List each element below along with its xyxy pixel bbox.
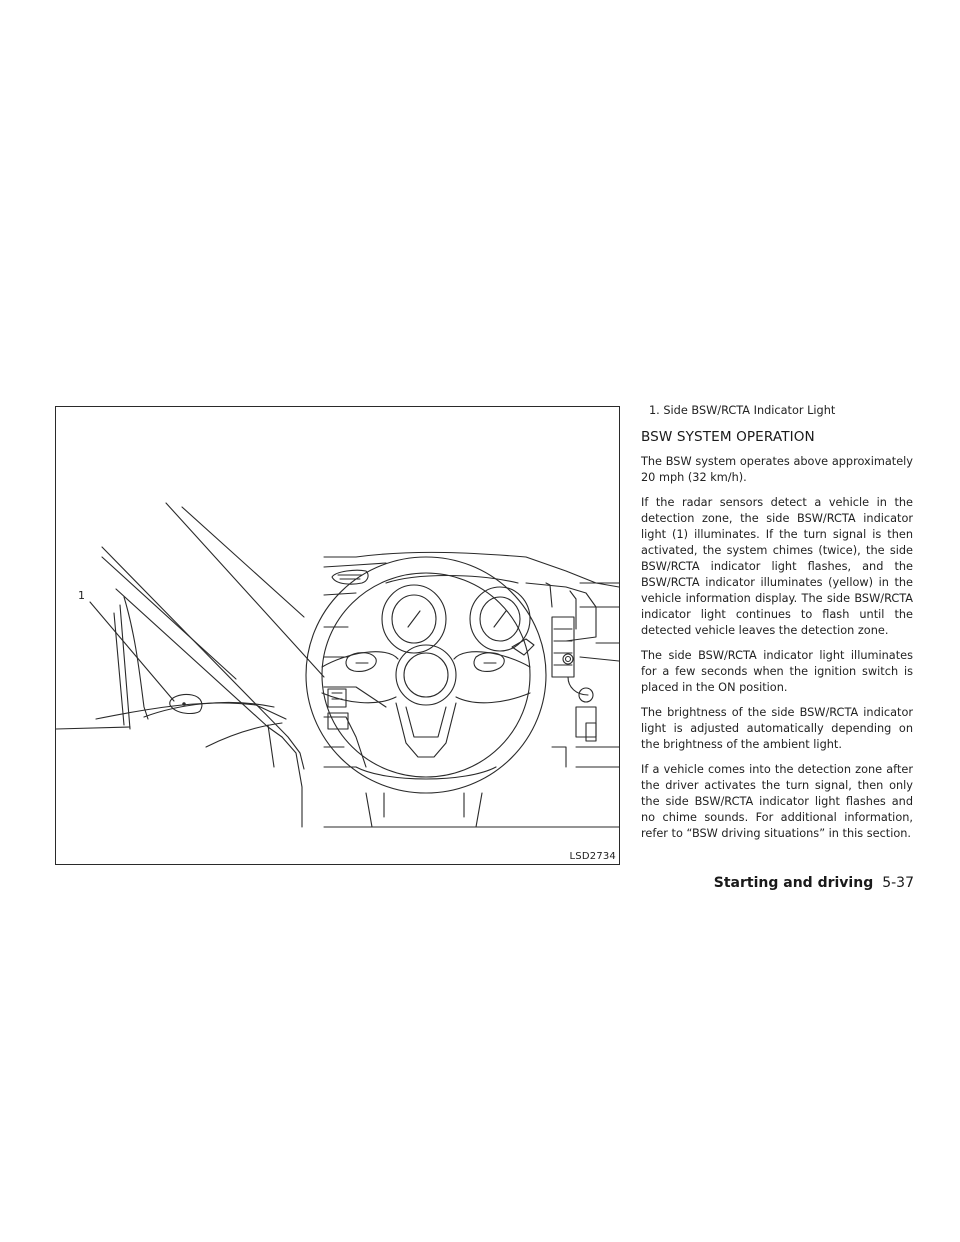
text-column (641, 403, 913, 851)
paragraph: If a vehicle comes into the detection zone after the driver activates the turn signal, then only the side BSW/RCTA indicator light flashes and no chime sounds. For additional information, refer to “BSW driving situations” in this section. (641, 763, 913, 840)
figure-code: LSD2734 (569, 851, 616, 862)
paragraph: The side BSW/RCTA indicator light illuminates for a few seconds when the ignition switch is placed in the ON position. (641, 649, 913, 694)
paragraph: If the radar sensors detect a vehicle in the detection zone, the side BSW/RCTA indicator light (1) illuminates. If the turn signal is then activated, the system chimes (twice), the side BSW/RCTA indicator light flashes, and the BSW/RCTA indicator illuminates (yellow) in the vehicle information display. The side BSW/RCTA indicator light continues to flash until the detected vehicle leaves the detection zone. (641, 496, 913, 637)
paragraph: The brightness of the side BSW/RCTA indicator light is adjusted automatically depending on the brightness of the ambient light. (641, 706, 913, 751)
page-number: 5-37 (882, 875, 914, 891)
callout-leader-line (90, 602, 174, 701)
figure-legend-item: 1. Side BSW/RCTA Indicator Light (649, 404, 836, 417)
footer-section-name: Starting and driving (713, 875, 874, 891)
paragraph: The BSW system operates above approximately 20 mph (32 km/h). (641, 455, 913, 484)
section-heading: BSW SYSTEM OPERATION (641, 429, 815, 445)
steering-wheel-drawing (306, 557, 619, 827)
page-footer (714, 875, 914, 891)
dashboard-illustration (56, 407, 619, 864)
dashboard-drawing (324, 552, 619, 767)
callout-number: 1 (78, 589, 85, 602)
illustration-figure (55, 406, 620, 865)
a-pillar-drawing (56, 503, 324, 827)
